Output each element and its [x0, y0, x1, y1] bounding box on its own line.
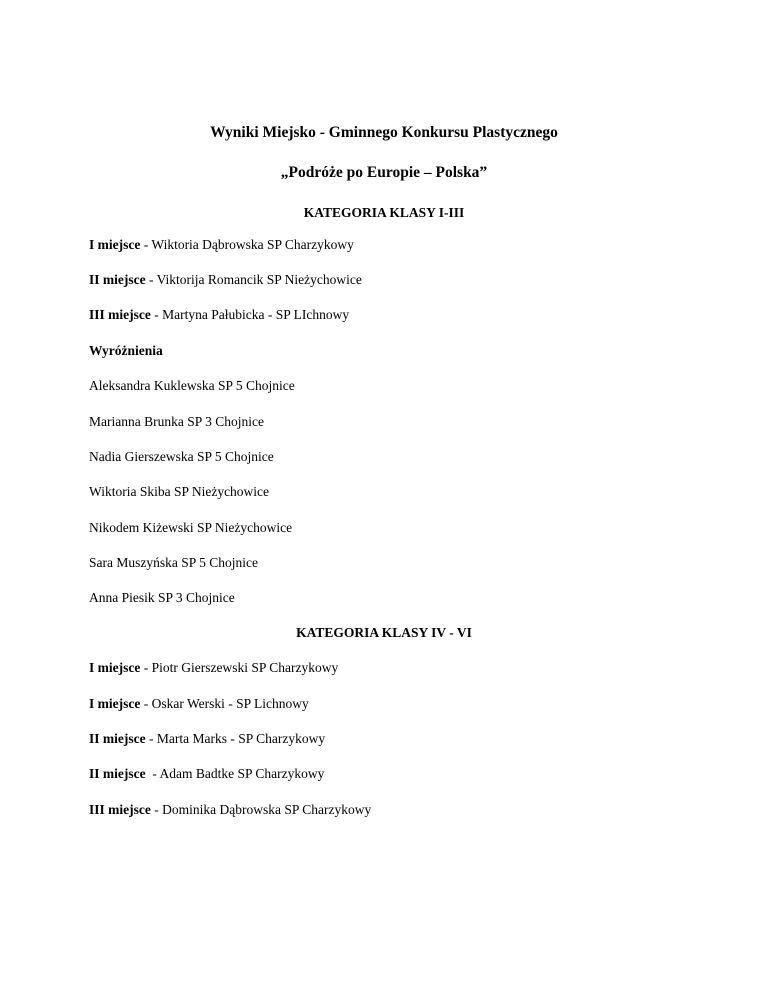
honors-heading: Wyróżnienia [89, 343, 163, 358]
result-line [89, 660, 338, 676]
place-label: II miejsce [89, 272, 146, 287]
document-title: Wyniki Miejsko - Gminnego Konkursu Plastycznego [210, 124, 558, 141]
result-line [89, 731, 325, 747]
document-subtitle: „Podróże po Europie – Polska” [280, 164, 488, 181]
honor-item: Marianna Brunka SP 3 Chojnice [89, 414, 264, 429]
result-line [89, 766, 324, 782]
result-text: - Martyna Pałubicka - SP LIchnowy [150, 307, 350, 322]
honor-item: Nikodem Kiżewski SP Nieżychowice [89, 520, 293, 535]
result-line [89, 696, 309, 712]
result-line [89, 802, 371, 818]
result-text: - Dominika Dąbrowska SP Charzykowy [150, 802, 372, 817]
result-text: - Oskar Werski - SP Lichnowy [140, 696, 309, 711]
place-label: I miejsce [89, 696, 141, 711]
result-text: - Wiktoria Dąbrowska SP Charzykowy [140, 237, 354, 252]
place-label: I miejsce [89, 660, 141, 675]
place-label: II miejsce [89, 766, 146, 781]
category-heading-1-3: KATEGORIA KLASY I-III [303, 205, 465, 220]
honor-item: Sara Muszyńska SP 5 Chojnice [89, 555, 258, 570]
category-heading-4-6: KATEGORIA KLASY IV - VI [296, 625, 472, 640]
honor-item: Nadia Gierszewska SP 5 Chojnice [89, 449, 274, 464]
place-label: I miejsce [89, 237, 141, 252]
result-text: - Piotr Gierszewski SP Charzykowy [140, 660, 339, 675]
honor-item: Aleksandra Kuklewska SP 5 Chojnice [89, 378, 295, 393]
result-line [89, 237, 354, 253]
result-line [89, 307, 349, 323]
result-text: - Adam Badtke SP Charzykowy [145, 766, 325, 781]
honor-item: Anna Piesik SP 3 Chojnice [89, 590, 235, 605]
place-label: III miejsce [89, 307, 151, 322]
result-text: - Marta Marks - SP Charzykowy [145, 731, 326, 746]
result-text: - Viktorija Romancik SP Nieżychowice [145, 272, 362, 287]
honor-item: Wiktoria Skiba SP Nieżychowice [89, 484, 270, 499]
result-line [89, 272, 362, 288]
place-label: II miejsce [89, 731, 146, 746]
place-label: III miejsce [89, 802, 151, 817]
